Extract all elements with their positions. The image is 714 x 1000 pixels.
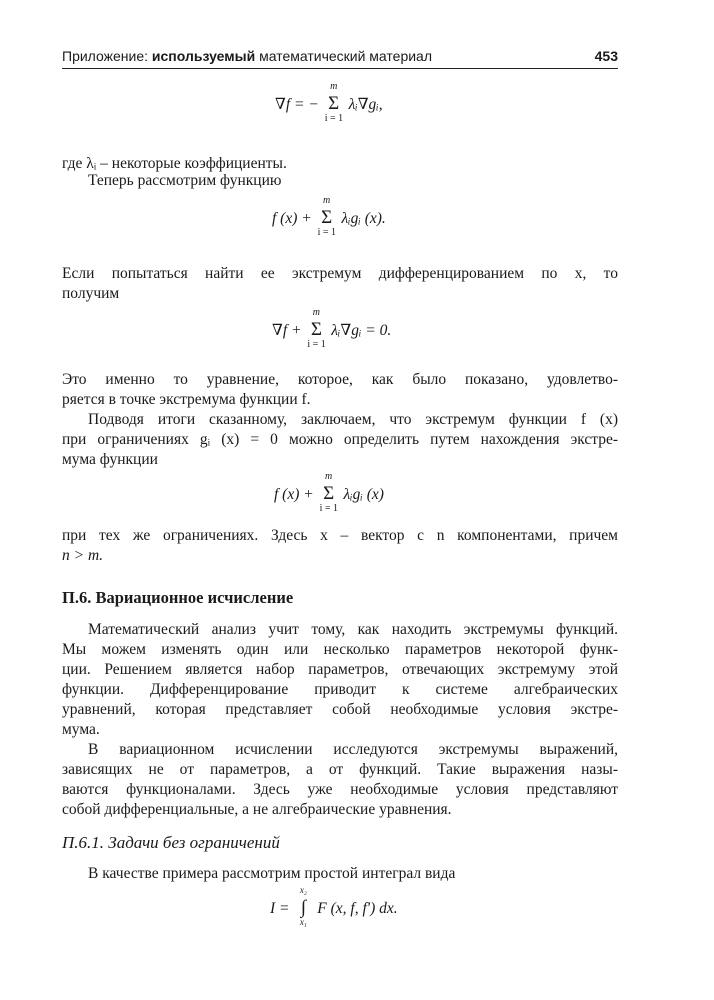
paragraph-line: мума функции: [62, 451, 158, 468]
paragraph-line: зависящих не от параметров, а от функций. Такие выражения назы-: [62, 761, 618, 778]
paragraph-line: Мы можем изменять один или несколько параметров некоторой функ-: [62, 641, 618, 658]
paragraph-line: где λᵢ – некоторые коэффициенты.: [62, 155, 287, 172]
paragraph-line: при тех же ограничениях. Здесь x – вектор с n компонентами, причем: [62, 527, 618, 544]
sum-symbol: Σ: [323, 483, 335, 504]
paragraph-line: Математический анализ учит тому, как находить экстремумы функций.: [88, 621, 618, 638]
formula-integral: I = x₂ ∫ x₁ F (x, f, f′) dx.: [270, 885, 398, 927]
paragraph-line: уравнений, которая представляет собой необходимые условия экстре-: [62, 701, 618, 718]
paragraph-line: Теперь рассмотрим функцию: [88, 172, 282, 189]
sum-symbol: Σ: [328, 93, 340, 114]
formula-gradient-equation: ∇f + m Σ i = 1 λᵢ∇gᵢ = 0.: [272, 307, 392, 350]
integral-symbol: ∫: [300, 897, 306, 918]
paragraph-line: В качестве примера рассмотрим простой интеграл вида: [88, 865, 456, 882]
paragraph-line: при ограничениях gᵢ (x) = 0 можно определить путем нахождения экстре-: [62, 431, 618, 448]
header-rule: [62, 68, 618, 69]
page-number: 453: [594, 48, 618, 64]
paragraph-line: ваются функционалами. Здесь уже необходимые условия представляют: [62, 781, 618, 798]
paragraph-line: В вариационном исчислении исследуются экстремумы выражений,: [88, 741, 618, 758]
paragraph-line: n > m.: [62, 547, 104, 564]
paragraph-line: ряется в точке экстремума функции f.: [62, 391, 311, 408]
formula-lagrangian-repeat: f (x) + m Σ i = 1 λᵢgᵢ (x): [274, 471, 384, 514]
header-title: Приложение: используемый математический материал: [62, 48, 433, 64]
paragraph-line: Это именно то уравнение, которое, как было показано, удовлетво-: [62, 371, 618, 388]
paragraph-line: функции. Дифференцирование приводит к системе алгебраических: [62, 681, 618, 698]
paragraph-line: мума.: [62, 721, 100, 738]
paragraph-line: Подводя итоги сказанному, заключаем, что экстремум функции f (x): [88, 411, 618, 428]
formula-gradient-sum: ∇f = − m Σ i = 1 λᵢ∇gᵢ,: [275, 81, 383, 124]
paragraph-line: ции. Решением является набор параметров, отвечающих экстремуму этой: [62, 661, 618, 678]
paragraph-line: получим: [62, 285, 120, 302]
sum-symbol: Σ: [321, 207, 333, 228]
paragraph-line: Если попытаться найти ее экстремум дифференцированием по x, то: [62, 265, 618, 282]
paragraph-line: собой дифференциальные, а не алгебраические уравнения.: [62, 801, 452, 818]
subsection-heading: П.6.1. Задачи без ограничений: [62, 833, 280, 852]
formula-lagrangian: f (x) + m Σ i = 1 λᵢgᵢ (x).: [272, 195, 386, 238]
sum-symbol: Σ: [310, 319, 322, 340]
section-heading: П.6. Вариационное исчисление: [62, 588, 294, 607]
